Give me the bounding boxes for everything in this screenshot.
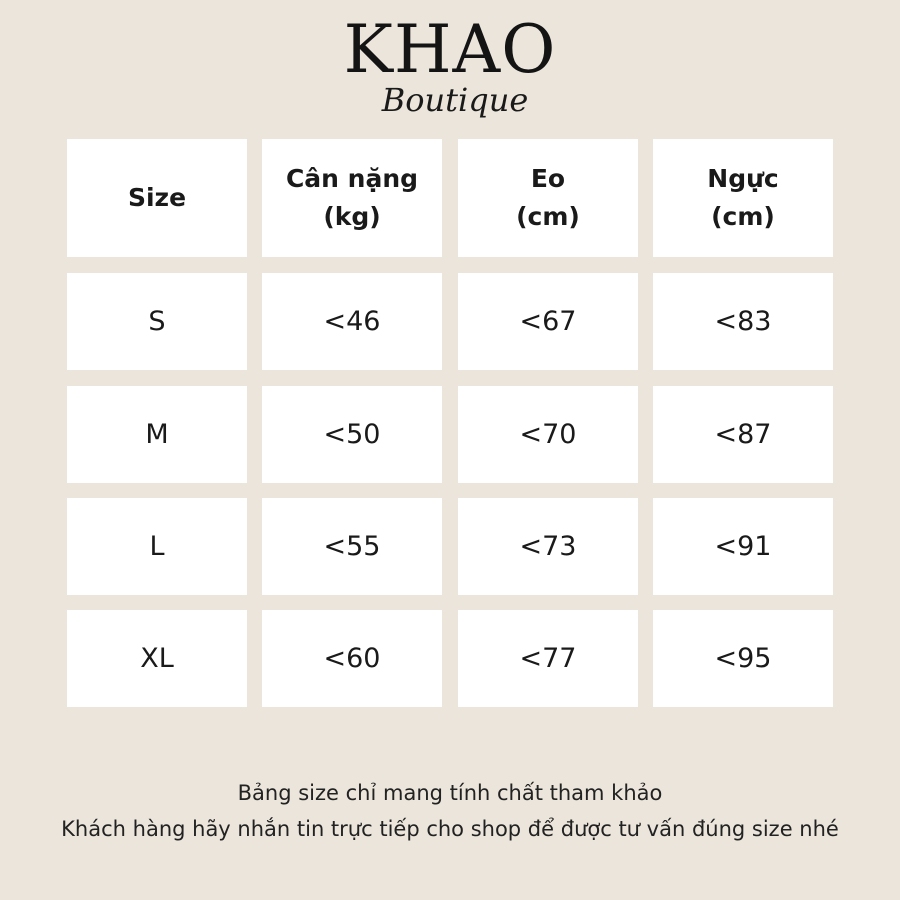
disclaimer-line-2: Khách hàng hãy nhắn tin trực tiếp cho shop để được tư vấn đúng size nhé	[61, 817, 839, 841]
header-weight-unit: (kg)	[323, 202, 381, 231]
table-cell-waist-s: <67	[458, 273, 638, 370]
brand-logo	[0, 11, 900, 120]
table-cell-size-xl: XL	[67, 610, 247, 707]
table-cell-chest-xl: <95	[653, 610, 833, 707]
header-waist	[458, 139, 638, 257]
table-cell-size-m: M	[67, 386, 247, 483]
table-cell-chest-m: <87	[653, 386, 833, 483]
table-cell-weight-l: <55	[262, 498, 442, 595]
table-cell-chest-l: <91	[653, 498, 833, 595]
table-cell-weight-xl: <60	[262, 610, 442, 707]
header-chest-label: Ngực	[707, 164, 779, 193]
table-cell-chest-s: <83	[653, 273, 833, 370]
table-cell-weight-s: <46	[262, 273, 442, 370]
disclaimer-line-1: Bảng size chỉ mang tính chất tham khảo	[237, 781, 663, 805]
header-waist-unit: (cm)	[516, 202, 580, 231]
brand-name: KHAO	[343, 11, 557, 88]
header-size-label: Size	[127, 183, 187, 212]
table-cell-waist-xl: <77	[458, 610, 638, 707]
header-weight	[262, 139, 442, 257]
table-cell-size-s: S	[67, 273, 247, 370]
header-chest	[653, 139, 833, 257]
brand-subtitle: Boutique	[381, 81, 529, 119]
table-cell-waist-m: <70	[458, 386, 638, 483]
header-weight-label: Cân nặng	[285, 164, 419, 193]
header-chest-unit: (cm)	[711, 202, 775, 231]
table-cell-size-l: L	[67, 498, 247, 595]
table-cell-weight-m: <50	[262, 386, 442, 483]
header-waist-label: Eo	[530, 164, 566, 193]
table-cell-waist-l: <73	[458, 498, 638, 595]
header-size	[67, 139, 247, 257]
